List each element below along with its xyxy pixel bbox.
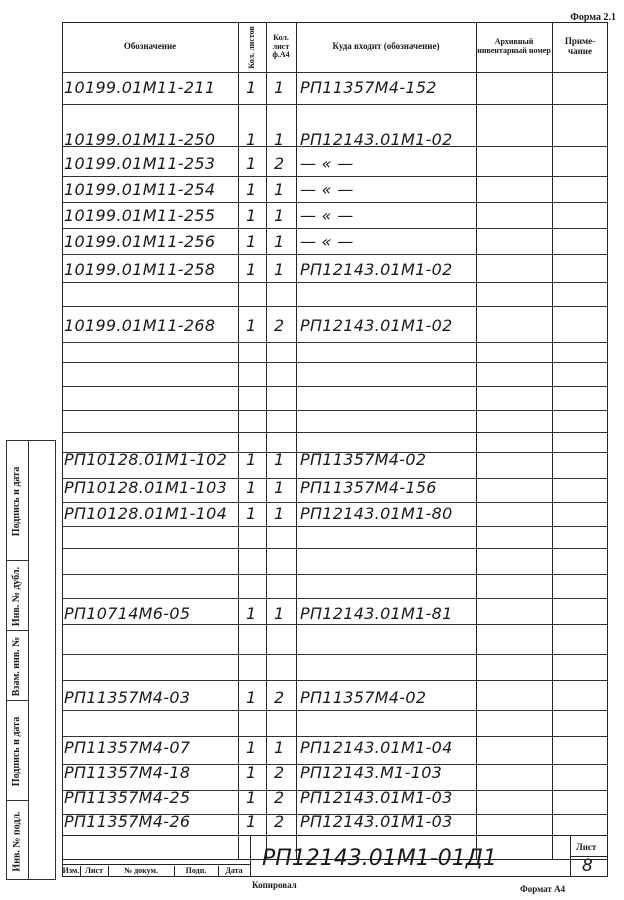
form-label: Форма 2.1 (570, 12, 616, 23)
cell-sheets: 1 (246, 130, 257, 149)
cell-designation: РП10128.01М1-104 (64, 504, 228, 523)
row-rule (62, 502, 608, 503)
cell-sheets: 1 (246, 450, 257, 469)
cell-designation: 10199.01М11-255 (64, 206, 216, 225)
cell-sheets-a4: 1 (274, 130, 285, 149)
row-rule (62, 282, 608, 283)
header-archive: Архивный инвентарный номер (477, 37, 551, 55)
cell-sheets-a4: 2 (274, 788, 285, 807)
row-rule (62, 104, 608, 105)
sheet-label: Лист (576, 842, 597, 852)
cell-where-used: РП12143.01М1-02 (300, 316, 453, 335)
row-rule (62, 598, 608, 599)
cell-sheets-a4: 2 (274, 154, 285, 173)
cell-designation: РП11357М4-03 (64, 688, 191, 707)
cell-sheets: 1 (246, 504, 257, 523)
cell-sheets: 1 (246, 206, 257, 225)
document-code: РП12143.01М1-01Д1 (262, 846, 497, 871)
cell-sheets: 1 (246, 232, 257, 251)
cell-where-used: РП11357М4-02 (300, 688, 427, 707)
cell-sheets-a4: 1 (274, 604, 285, 623)
cell-sheets-a4: 1 (274, 504, 285, 523)
copied-label: Копировал (252, 880, 297, 890)
cell-sheets-a4: 1 (274, 78, 285, 97)
header-where-used: Куда входит (обозначение) (332, 41, 440, 52)
cell-sheets-a4: 2 (274, 688, 285, 707)
header-sheets-a4: Кол. лист ф.А4 (272, 32, 290, 60)
cell-designation: 10199.01М11-211 (64, 78, 216, 97)
row-rule (62, 526, 608, 527)
cell-sheets: 1 (246, 604, 257, 623)
cell-sheets-a4: 2 (274, 763, 285, 782)
row-rule (62, 736, 608, 737)
row-rule (62, 72, 608, 73)
cell-sheets: 1 (246, 154, 257, 173)
cell-sheets-a4: 2 (274, 812, 285, 831)
cell-where-used: РП11357М4-156 (300, 478, 437, 497)
sheet-number: 8 (582, 856, 593, 876)
cell-where-used: РП12143.01М1-03 (300, 788, 453, 807)
row-rule (62, 254, 608, 255)
cell-sheets: 1 (246, 688, 257, 707)
stamp-col-label: № докум. (108, 866, 175, 877)
row-rule (62, 386, 608, 387)
row-rule (62, 228, 608, 229)
cell-sheets-a4: 1 (274, 478, 285, 497)
cell-where-used: РП12143.01М1-02 (300, 260, 453, 279)
row-rule (62, 410, 608, 411)
row-rule (62, 680, 608, 681)
cell-designation: 10199.01М11-254 (64, 180, 216, 199)
stamp-col-label: Дата (218, 866, 251, 877)
cell-sheets-a4: 1 (274, 232, 285, 251)
side-label: Подпись и дата (6, 440, 28, 561)
header-designation: Обозначение (123, 41, 177, 52)
row-rule (62, 654, 608, 655)
cell-where-used: — « — (300, 154, 354, 173)
row-rule (62, 710, 608, 711)
cell-where-used: — « — (300, 180, 354, 199)
cell-where-used: РП12143.01М1-80 (300, 504, 453, 523)
cell-designation: РП11357М4-26 (64, 812, 191, 831)
stamp-col-label: Подп. (174, 866, 219, 877)
cell-designation: 10199.01М11-268 (64, 316, 216, 335)
cell-designation: 10199.01М11-250 (64, 130, 216, 149)
header-note: Приме- чание (564, 36, 596, 56)
cell-sheets: 1 (246, 478, 257, 497)
stamp-col-label: Изм. (62, 866, 80, 875)
cell-where-used: РП12143.01М1-04 (300, 738, 453, 757)
cell-designation: РП11357М4-18 (64, 763, 191, 782)
cell-sheets-a4: 1 (274, 738, 285, 757)
col-divider (296, 22, 297, 860)
cell-designation: РП11357М4-07 (64, 738, 191, 757)
format-label: Формат А4 (520, 884, 566, 894)
cell-where-used: РП12143.01М1-81 (300, 604, 453, 623)
cell-sheets-a4: 1 (274, 450, 285, 469)
row-rule (62, 176, 608, 177)
cell-where-used: — « — (300, 206, 354, 225)
cell-sheets: 1 (246, 812, 257, 831)
cell-sheets-a4: 2 (274, 316, 285, 335)
row-rule (62, 362, 608, 363)
cell-where-used: РП12143.01М1-02 (300, 130, 453, 149)
cell-sheets-a4: 1 (274, 206, 285, 225)
cell-sheets: 1 (246, 316, 257, 335)
side-label: Взам. инв. № (6, 630, 28, 701)
stamp-col-label: Лист (80, 866, 109, 877)
cell-where-used: РП11357М4-152 (300, 78, 437, 97)
cell-sheets: 1 (246, 788, 257, 807)
side-label: Инв. № дубл. (6, 560, 28, 631)
cell-sheets-a4: 1 (274, 260, 285, 279)
cell-designation: РП10128.01М1-102 (64, 450, 228, 469)
row-rule (62, 306, 608, 307)
cell-sheets: 1 (246, 763, 257, 782)
cell-sheets: 1 (246, 260, 257, 279)
side-label: Инв. № подл. (6, 800, 28, 881)
header-sheets: Кол. листов (246, 25, 256, 69)
cell-designation: 10199.01М11-253 (64, 154, 216, 173)
row-rule (62, 202, 608, 203)
cell-sheets: 1 (246, 180, 257, 199)
row-rule (62, 574, 608, 575)
col-divider (266, 22, 267, 860)
cell-where-used: РП12143.01М1-03 (300, 812, 453, 831)
cell-sheets: 1 (246, 738, 257, 757)
row-rule (62, 342, 608, 343)
cell-sheets: 1 (246, 78, 257, 97)
cell-designation: РП11357М4-25 (64, 788, 191, 807)
row-rule (62, 624, 608, 625)
col-divider (552, 22, 553, 860)
row-rule (62, 432, 608, 433)
cell-designation: 10199.01М11-256 (64, 232, 216, 251)
row-rule (62, 548, 608, 549)
cell-where-used: РП11357М4-02 (300, 450, 427, 469)
cell-where-used: — « — (300, 232, 354, 251)
cell-sheets-a4: 1 (274, 180, 285, 199)
cell-designation: РП10714М6-05 (64, 604, 191, 623)
cell-designation: РП10128.01М1-103 (64, 478, 228, 497)
cell-designation: 10199.01М11-258 (64, 260, 216, 279)
side-label: Подпись и дата (6, 700, 28, 801)
cell-where-used: РП12143.М1-103 (300, 763, 443, 782)
